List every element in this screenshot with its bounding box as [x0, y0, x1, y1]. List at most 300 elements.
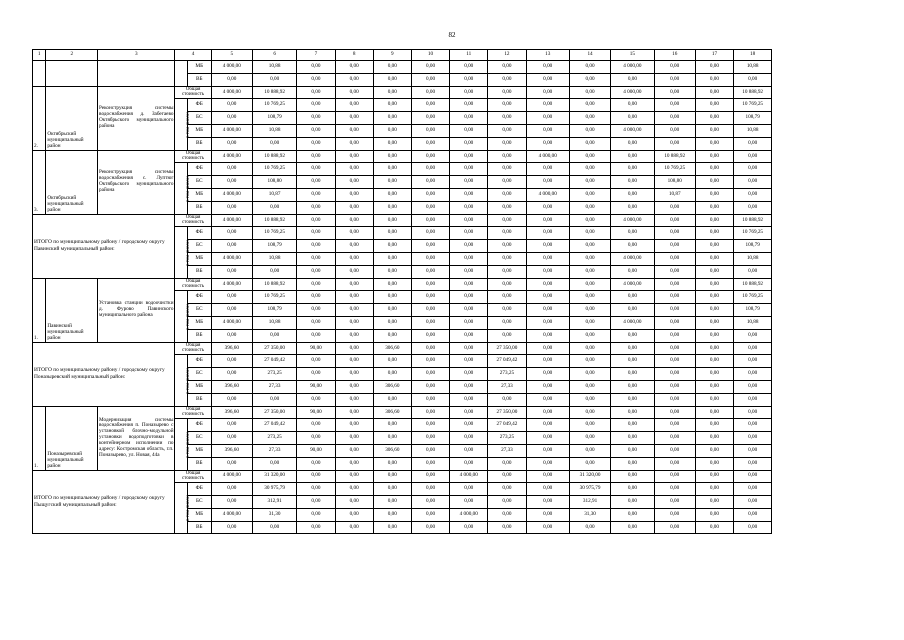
value-cell: 0,00 [450, 457, 488, 470]
value-cell: 0,00 [695, 99, 733, 112]
value-cell: 0,00 [654, 355, 695, 368]
value-cell: 0,00 [695, 368, 733, 381]
value-cell: 0,00 [654, 86, 695, 99]
value-cell: 27,33 [252, 380, 296, 393]
project-name: Реконструкция системы водоснабжения д. Забегаево Октябрьского муниципального района [98, 86, 175, 150]
value-cell: 0,00 [297, 368, 335, 381]
value-cell: 0,00 [488, 291, 526, 304]
value-cell: 27 049,42 [488, 419, 526, 432]
value-cell: 4 000,00 [611, 86, 654, 99]
value-cell: 90,00 [297, 406, 335, 419]
source-label: ВБ [187, 265, 211, 278]
value-cell: 0,00 [734, 432, 772, 445]
total-label-line: Пыщугский муниципальный район: [34, 501, 117, 508]
value-cell: 0,00 [335, 406, 373, 419]
value-cell: 0,00 [654, 316, 695, 329]
column-number: 1 [33, 50, 46, 61]
value-cell: 10,88 [252, 316, 296, 329]
source-label: БС [187, 496, 211, 509]
table-row [33, 406, 824, 419]
value-cell: 0,00 [695, 444, 733, 457]
value-cell: 0,00 [488, 483, 526, 496]
value-cell: 4 000,00 [611, 278, 654, 291]
value-cell: 0,00 [411, 432, 449, 445]
value-cell: 31,30 [252, 508, 296, 521]
value-cell: 0,00 [526, 483, 569, 496]
value-cell: 0,00 [211, 457, 252, 470]
value-cell: 0,00 [654, 240, 695, 253]
value-cell: 108,79 [734, 304, 772, 317]
in-total-label [175, 483, 192, 534]
value-cell: 0,00 [252, 521, 296, 534]
value-cell: 0,00 [488, 521, 526, 534]
value-cell: 0,00 [488, 508, 526, 521]
value-cell: 0,00 [411, 406, 449, 419]
total-cost-label: Общая стоимость [175, 406, 211, 419]
value-cell: 0,00 [335, 163, 373, 176]
source-label: ФБ [187, 483, 211, 496]
value-cell: 0,00 [297, 355, 335, 368]
value-cell: 4 000,00 [211, 278, 252, 291]
value-cell: 0,00 [411, 470, 449, 483]
value-cell: 0,00 [611, 265, 654, 278]
value-cell: 0,00 [211, 496, 252, 509]
total-cost-label: Общая стоимость [175, 342, 211, 355]
value-cell: 0,00 [526, 124, 569, 137]
value-cell: 0,00 [211, 368, 252, 381]
value-cell: 0,00 [695, 176, 733, 189]
value-cell: 0,00 [335, 86, 373, 99]
value-cell: 0,00 [211, 176, 252, 189]
value-cell: 0,00 [211, 419, 252, 432]
value-cell: 0,00 [611, 380, 654, 393]
value-cell: 0,00 [654, 252, 695, 265]
value-cell: 0,00 [335, 265, 373, 278]
value-cell: 0,00 [654, 73, 695, 86]
value-cell: 0,00 [335, 368, 373, 381]
value-cell: 27 350,00 [488, 406, 526, 419]
in-total-label [175, 291, 192, 342]
value-cell: 0,00 [488, 176, 526, 189]
source-label: БС [187, 240, 211, 253]
value-cell: 0,00 [488, 304, 526, 317]
value-cell: 396,60 [211, 380, 252, 393]
value-cell: 0,00 [373, 61, 411, 74]
value-cell: 0,00 [373, 214, 411, 227]
value-cell: 0,00 [450, 163, 488, 176]
value-cell: 0,00 [569, 163, 610, 176]
value-cell: 0,00 [411, 99, 449, 112]
value-cell: 0,00 [695, 419, 733, 432]
value-cell: 273,25 [252, 432, 296, 445]
value-cell: 0,00 [373, 99, 411, 112]
value-cell: 0,00 [335, 470, 373, 483]
header-row [33, 50, 824, 61]
value-cell: 108,79 [734, 240, 772, 253]
value-cell: 0,00 [488, 86, 526, 99]
value-cell: 0,00 [411, 227, 449, 240]
value-cell: 306,60 [373, 380, 411, 393]
value-cell: 0,00 [411, 393, 449, 406]
value-cell: 0,00 [450, 61, 488, 74]
value-cell: 0,00 [734, 150, 772, 163]
value-cell: 0,00 [411, 188, 449, 201]
value-cell: 0,00 [569, 406, 610, 419]
value-cell: 0,00 [654, 99, 695, 112]
value-cell: 0,00 [526, 521, 569, 534]
total-label-line: ИТОГО по муниципальному району / городскому округу [34, 367, 165, 374]
value-cell: 0,00 [526, 227, 569, 240]
source-label: БС [187, 432, 211, 445]
project-name: Установка станции водоочистки д. Фурово Павинского муниципального района [98, 278, 175, 342]
value-cell: 27,33 [488, 380, 526, 393]
value-cell: 0,00 [526, 406, 569, 419]
value-cell: 0,00 [734, 457, 772, 470]
value-cell: 0,00 [654, 304, 695, 317]
total-cost-label: Общая стоимость [175, 278, 211, 291]
value-cell: 0,00 [450, 342, 488, 355]
value-cell: 273,25 [488, 432, 526, 445]
value-cell: 0,00 [611, 508, 654, 521]
value-cell: 0,00 [450, 483, 488, 496]
value-cell: 0,00 [526, 508, 569, 521]
column-number: 7 [297, 50, 335, 61]
value-cell: 0,00 [411, 150, 449, 163]
value-cell: 27 049,42 [252, 355, 296, 368]
value-cell: 0,00 [373, 137, 411, 150]
project-name: Модернизация системы водоснабжения п. Поназырево с установкой блочно-модульной установки водоподготовки в контейнерном исполнении по адресу: Костромская область, г.п. Поназырево, ул. Новая, 44а [98, 406, 175, 470]
value-cell: 0,00 [695, 393, 733, 406]
total-label [33, 342, 175, 406]
value-cell: 108,79 [252, 240, 296, 253]
value-cell: 0,00 [450, 291, 488, 304]
value-cell: 0,00 [526, 252, 569, 265]
value-cell: 0,00 [654, 496, 695, 509]
table-row [33, 470, 824, 483]
value-cell: 0,00 [450, 265, 488, 278]
value-cell: 0,00 [411, 496, 449, 509]
value-cell: 0,00 [488, 252, 526, 265]
value-cell: 0,00 [526, 419, 569, 432]
value-cell: 0,00 [569, 150, 610, 163]
value-cell: 0,00 [734, 355, 772, 368]
value-cell: 0,00 [297, 61, 335, 74]
value-cell: 0,00 [569, 355, 610, 368]
value-cell: 0,00 [734, 342, 772, 355]
value-cell: 10 888,92 [252, 86, 296, 99]
value-cell: 27 049,42 [252, 419, 296, 432]
value-cell: 108,80 [654, 176, 695, 189]
value-cell: 31 320,00 [569, 470, 610, 483]
value-cell: 0,00 [450, 124, 488, 137]
value-cell: 0,00 [450, 150, 488, 163]
value-cell: 0,00 [373, 240, 411, 253]
column-number: 10 [411, 50, 449, 61]
value-cell: 0,00 [411, 419, 449, 432]
value-cell: 0,00 [654, 61, 695, 74]
total-label [33, 214, 175, 278]
value-cell: 0,00 [654, 112, 695, 125]
value-cell: 0,00 [611, 329, 654, 342]
value-cell: 0,00 [488, 457, 526, 470]
value-cell: 0,00 [488, 214, 526, 227]
value-cell: 0,00 [654, 329, 695, 342]
value-cell: 0,00 [695, 73, 733, 86]
value-cell: 0,00 [569, 432, 610, 445]
column-number: 6 [252, 50, 296, 61]
value-cell: 0,00 [373, 329, 411, 342]
value-cell: 27,33 [488, 444, 526, 457]
value-cell: 0,00 [488, 278, 526, 291]
value-cell: 0,00 [654, 380, 695, 393]
value-cell: 0,00 [611, 150, 654, 163]
table-row [33, 278, 824, 291]
value-cell: 0,00 [373, 201, 411, 214]
value-cell: 0,00 [335, 99, 373, 112]
total-cost-label: Общая стоимость [175, 470, 211, 483]
value-cell: 0,00 [526, 265, 569, 278]
value-cell: 0,00 [252, 201, 296, 214]
value-cell: 0,00 [695, 521, 733, 534]
value-cell: 0,00 [526, 457, 569, 470]
source-label: ВБ [187, 393, 211, 406]
value-cell: 0,00 [734, 163, 772, 176]
value-cell: 0,00 [654, 291, 695, 304]
value-cell: 0,00 [411, 316, 449, 329]
value-cell: 0,00 [734, 265, 772, 278]
column-number: 15 [611, 50, 654, 61]
value-cell: 0,00 [488, 150, 526, 163]
value-cell: 10 888,92 [252, 278, 296, 291]
source-label: ФБ [187, 419, 211, 432]
value-cell: 0,00 [488, 188, 526, 201]
value-cell: 4 000,00 [211, 188, 252, 201]
value-cell: 0,00 [488, 496, 526, 509]
value-cell: 4 000,00 [611, 124, 654, 137]
value-cell: 0,00 [569, 419, 610, 432]
in-total-label [175, 355, 192, 406]
in-total-text: в том числе: [186, 239, 192, 266]
value-cell: 0,00 [526, 73, 569, 86]
value-cell: 0,00 [335, 342, 373, 355]
value-cell: 0,00 [450, 329, 488, 342]
value-cell: 0,00 [611, 99, 654, 112]
value-cell: 0,00 [450, 496, 488, 509]
value-cell: 0,00 [526, 112, 569, 125]
in-total-text: в том числе: [186, 431, 192, 458]
value-cell: 0,00 [373, 470, 411, 483]
value-cell: 0,00 [611, 521, 654, 534]
value-cell: 0,00 [695, 61, 733, 74]
value-cell: 0,00 [734, 380, 772, 393]
value-cell: 0,00 [450, 73, 488, 86]
value-cell: 4 000,00 [211, 214, 252, 227]
value-cell: 0,00 [654, 444, 695, 457]
value-cell: 0,00 [488, 329, 526, 342]
value-cell: 4 000,00 [611, 252, 654, 265]
source-label: ФБ [187, 355, 211, 368]
value-cell: 0,00 [526, 137, 569, 150]
value-cell: 0,00 [569, 214, 610, 227]
value-cell: 0,00 [734, 521, 772, 534]
value-cell: 10,88 [252, 252, 296, 265]
value-cell: 0,00 [297, 214, 335, 227]
value-cell: 0,00 [211, 201, 252, 214]
value-cell: 0,00 [450, 444, 488, 457]
value-cell: 0,00 [252, 137, 296, 150]
value-cell: 0,00 [373, 521, 411, 534]
value-cell: 0,00 [450, 112, 488, 125]
value-cell: 0,00 [335, 419, 373, 432]
value-cell: 0,00 [569, 112, 610, 125]
value-cell: 0,00 [297, 457, 335, 470]
value-cell: 0,00 [611, 496, 654, 509]
value-cell: 0,00 [335, 483, 373, 496]
value-cell: 4 000,00 [211, 316, 252, 329]
value-cell: 0,00 [654, 368, 695, 381]
value-cell: 0,00 [297, 176, 335, 189]
value-cell: 90,00 [297, 380, 335, 393]
value-cell: 0,00 [569, 521, 610, 534]
value-cell: 0,00 [373, 368, 411, 381]
value-cell: 0,00 [297, 508, 335, 521]
in-total-text: в том числе: [186, 303, 192, 330]
source-label: МБ [187, 252, 211, 265]
value-cell: 0,00 [411, 86, 449, 99]
value-cell: 0,00 [734, 368, 772, 381]
value-cell: 0,00 [335, 150, 373, 163]
value-cell: 10 769,25 [252, 291, 296, 304]
value-cell: 0,00 [411, 163, 449, 176]
value-cell: 0,00 [411, 291, 449, 304]
value-cell: 31,30 [569, 508, 610, 521]
value-cell: 0,00 [211, 355, 252, 368]
value-cell: 0,00 [654, 470, 695, 483]
column-number: 9 [373, 50, 411, 61]
value-cell: 90,00 [297, 342, 335, 355]
value-cell: 0,00 [734, 470, 772, 483]
value-cell: 0,00 [411, 201, 449, 214]
value-cell: 0,00 [695, 278, 733, 291]
value-cell: 0,00 [211, 329, 252, 342]
value-cell: 0,00 [695, 432, 733, 445]
table-row [33, 214, 824, 227]
value-cell: 0,00 [411, 329, 449, 342]
value-cell: 0,00 [695, 188, 733, 201]
value-cell: 0,00 [695, 240, 733, 253]
value-cell: 0,00 [297, 432, 335, 445]
value-cell: 0,00 [569, 342, 610, 355]
value-cell: 0,00 [569, 252, 610, 265]
value-cell: 0,00 [569, 329, 610, 342]
value-cell: 0,00 [373, 150, 411, 163]
value-cell: 0,00 [488, 73, 526, 86]
value-cell: 0,00 [373, 432, 411, 445]
value-cell: 312,91 [569, 496, 610, 509]
value-cell: 0,00 [411, 444, 449, 457]
value-cell: 0,00 [335, 329, 373, 342]
value-cell: 0,00 [297, 150, 335, 163]
value-cell: 0,00 [211, 99, 252, 112]
value-cell: 0,00 [695, 406, 733, 419]
value-cell: 0,00 [373, 112, 411, 125]
value-cell: 0,00 [734, 406, 772, 419]
value-cell: 0,00 [526, 86, 569, 99]
value-cell: 0,00 [526, 99, 569, 112]
value-cell: 0,00 [373, 316, 411, 329]
value-cell: 0,00 [734, 393, 772, 406]
value-cell: 0,00 [252, 393, 296, 406]
value-cell: 4 000,00 [211, 86, 252, 99]
value-cell: 0,00 [411, 61, 449, 74]
value-cell: 0,00 [734, 188, 772, 201]
value-cell: 4 000,00 [526, 150, 569, 163]
source-label: ВБ [187, 457, 211, 470]
value-cell: 0,00 [450, 252, 488, 265]
value-cell: 10 769,25 [734, 291, 772, 304]
value-cell: 0,00 [450, 201, 488, 214]
value-cell: 0,00 [526, 176, 569, 189]
value-cell: 0,00 [569, 265, 610, 278]
value-cell: 10 888,92 [734, 86, 772, 99]
in-total-text: в том числе: [186, 175, 192, 202]
value-cell: 0,00 [611, 291, 654, 304]
value-cell: 0,00 [411, 278, 449, 291]
value-cell: 0,00 [450, 214, 488, 227]
value-cell: 0,00 [569, 444, 610, 457]
source-label: БС [187, 112, 211, 125]
value-cell: 4 000,00 [526, 188, 569, 201]
value-cell: 0,00 [373, 176, 411, 189]
value-cell: 0,00 [611, 163, 654, 176]
value-cell: 4 000,00 [211, 508, 252, 521]
source-label: ВБ [187, 137, 211, 150]
value-cell: 0,00 [488, 227, 526, 240]
value-cell: 0,00 [411, 252, 449, 265]
value-cell: 0,00 [611, 432, 654, 445]
value-cell: 0,00 [734, 483, 772, 496]
value-cell: 0,00 [734, 329, 772, 342]
value-cell: 306,60 [373, 406, 411, 419]
value-cell: 0,00 [373, 508, 411, 521]
value-cell: 27 049,42 [488, 355, 526, 368]
value-cell: 10 888,92 [654, 150, 695, 163]
value-cell: 10,87 [252, 188, 296, 201]
value-cell: 0,00 [695, 508, 733, 521]
value-cell: 31 320,00 [252, 470, 296, 483]
value-cell: 0,00 [695, 214, 733, 227]
value-cell: 0,00 [335, 432, 373, 445]
value-cell: 27 350,00 [488, 342, 526, 355]
value-cell: 4 000,00 [450, 508, 488, 521]
in-total-text: в том числе: [186, 367, 192, 394]
source-label: МБ [187, 124, 211, 137]
value-cell: 0,00 [450, 432, 488, 445]
value-cell: 0,00 [526, 342, 569, 355]
value-cell: 0,00 [211, 73, 252, 86]
value-cell: 0,00 [488, 201, 526, 214]
source-label: ВБ [187, 73, 211, 86]
value-cell: 0,00 [734, 496, 772, 509]
in-total-label [175, 419, 192, 470]
value-cell: 10,88 [734, 316, 772, 329]
value-cell: 0,00 [335, 521, 373, 534]
value-cell: 0,00 [411, 137, 449, 150]
value-cell: 0,00 [297, 112, 335, 125]
value-cell: 0,00 [695, 496, 733, 509]
value-cell: 0,00 [488, 265, 526, 278]
value-cell: 0,00 [252, 73, 296, 86]
